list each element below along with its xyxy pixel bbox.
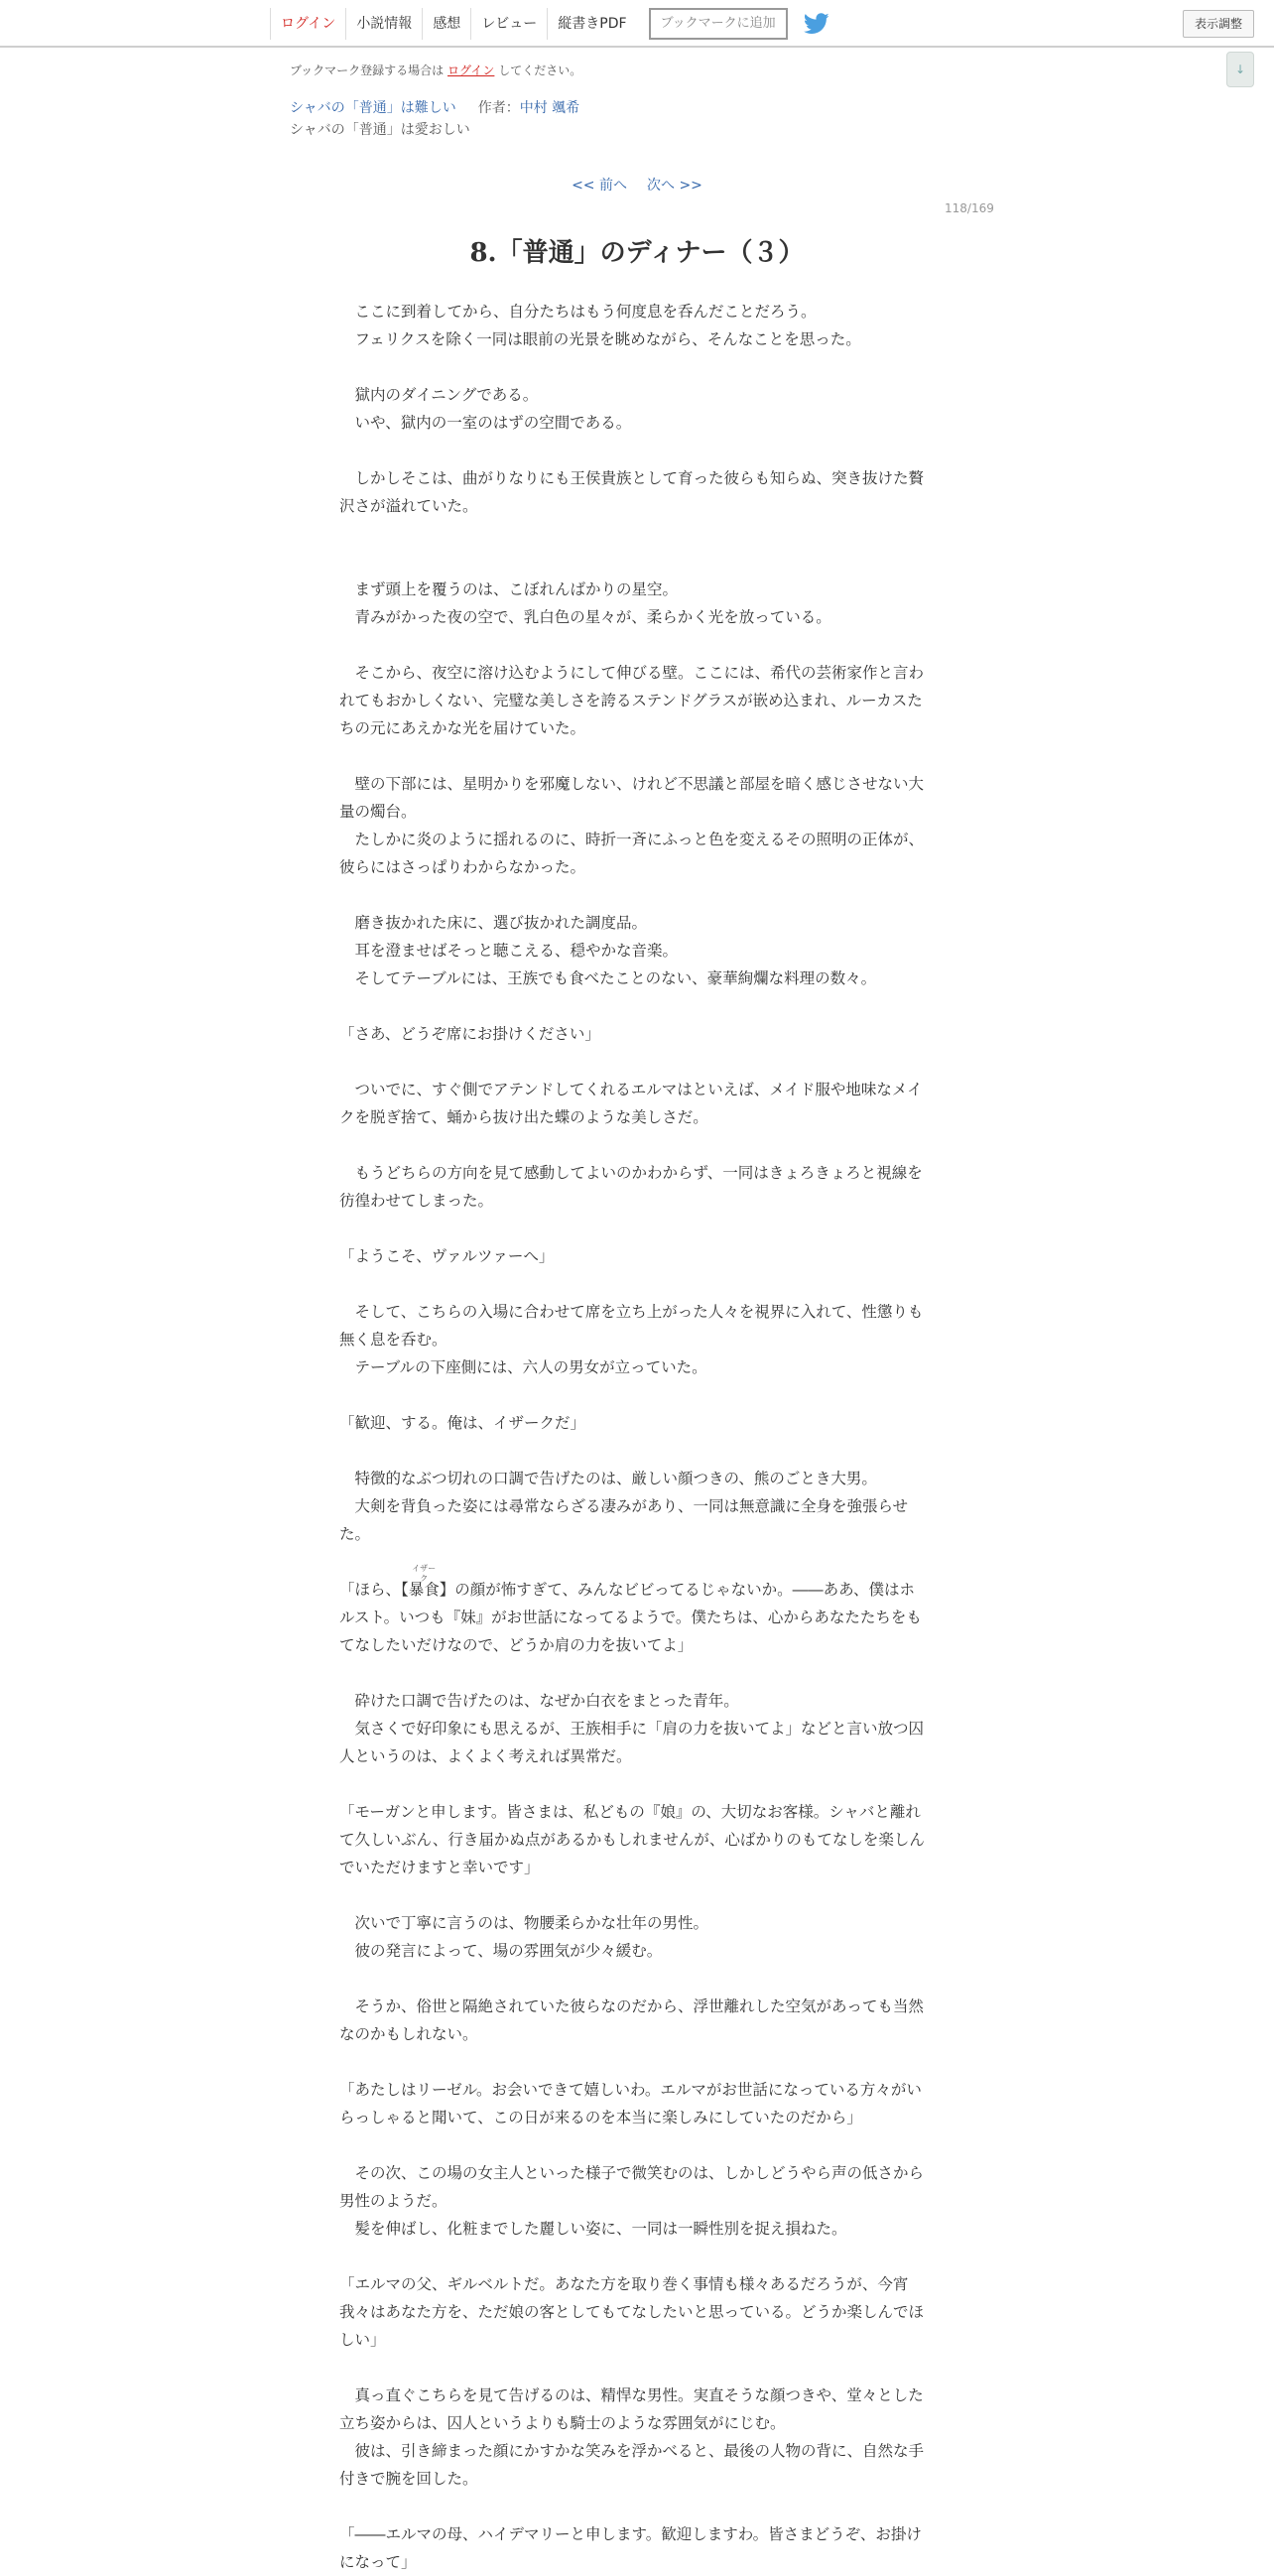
body-line: [339, 1270, 929, 1298]
body-line: [339, 2131, 929, 2159]
body-line: [339, 353, 929, 381]
body-line: 「さあ、どうぞ席にお掛けください」: [339, 1025, 600, 1043]
body-line: 次いで丁寧に言うのは、物腰柔らかな壮年の男性。: [339, 1914, 709, 1932]
body-line: [339, 631, 929, 659]
body-line: [339, 1215, 929, 1242]
body-line: そしてテーブルには、王族でも食べたことのない、豪華絢爛な料理の数々。: [339, 969, 877, 987]
body-line: [339, 1437, 929, 1465]
novel-info-link[interactable]: 小説情報: [345, 8, 422, 40]
body-line: [339, 548, 929, 576]
body-line: [339, 2048, 929, 2076]
author-label: 作者：: [477, 100, 520, 116]
body-line: 彼の発言によって、場の雰囲気が少々緩む。: [339, 1942, 663, 1960]
body-line: [339, 437, 929, 464]
impressions-link[interactable]: 感想: [422, 8, 470, 40]
body-line: 大剣を背負った姿には尋常ならざる凄みがあり、一同は無意識に全身を強張らせた。: [339, 1497, 909, 1543]
pager: [0, 175, 1274, 194]
body-line: たしかに炎のように揺れるのに、時折一斉にふっと色を変えるその照明の正体が、彼らにはさっぱりわからなかった。: [339, 831, 925, 876]
novel-title-link[interactable]: シャバの「普通」は難しい: [290, 100, 456, 116]
body-line: そうか、俗世と隔絶されていた彼らなのだから、浮世離れした空気があっても当然なのかもしれない。: [339, 1997, 924, 2043]
body-line: もうどちらの方向を見て感動してよいのかわからず、一同はきょろきょろと視線を彷徨わせてしまった。: [339, 1164, 923, 1210]
body-line: 獄内のダイニングである。: [339, 386, 539, 404]
bookmark-login-note: [290, 62, 581, 78]
novel-subtitle: シャバの「普通」は愛おしい: [290, 122, 470, 138]
bookmark-note-after: してください。: [498, 64, 582, 77]
body-line: 砕けた口調で告げたのは、なぜか白衣をまとった青年。: [339, 1692, 739, 1710]
review-link[interactable]: レビュー: [470, 8, 547, 40]
novel-body: [339, 298, 929, 2576]
body-line: [339, 520, 929, 548]
body-line: 青みがかった夜の空で、乳白色の星々が、柔らかく光を放っている。: [339, 608, 831, 626]
body-line: [339, 2493, 929, 2520]
body-line: 磨き抜かれた床に、選び抜かれた調度品。: [339, 914, 648, 932]
body-line: 真っ直ぐこちらを見て告げるのは、精悍な男性。実直そうな顔つきや、堂々とした立ち姿からは、囚人というよりも騎士のような雰囲気がにじむ。: [339, 2386, 924, 2432]
episode-counter: 118/169: [945, 201, 994, 215]
body-line: [339, 1131, 929, 1159]
vertical-pdf-link[interactable]: 縦書きPDF: [547, 8, 636, 40]
novel-header: [290, 97, 579, 117]
body-line: いや、獄内の一室のはずの空間である。: [339, 414, 632, 432]
body-line: ついでに、すぐ側でアテンドしてくれるエルマはといえば、メイド服や地味なメイクを脱ぎ捨て、蛹から抜け出た蝶のような美しさだ。: [339, 1081, 923, 1126]
body-line: しかしそこは、曲がりなりにも王侯貴族として育った彼らも知らぬ、突き抜けた贅沢さが溢れていた。: [339, 469, 925, 515]
author-link[interactable]: 中村 颯希: [519, 100, 580, 116]
body-line: 壁の下部には、星明かりを邪魔しない、けれど不思議と部屋を暗く感じさせない大量の燭台。: [339, 775, 925, 821]
ruby-reading: イザーク: [412, 1564, 437, 1583]
chapter-title: 8.「普通」のディナー（３）: [469, 238, 805, 268]
body-line: 「――エルマの母、ハイデマリーと申します。歓迎しますわ。皆さまどうぞ、お掛けになって」: [339, 2525, 922, 2571]
prev-page-link[interactable]: << 前へ: [572, 178, 627, 193]
body-line: その次、この場の女主人といった様子で微笑むのは、しかしどうやら声の低さから男性のようだ。: [339, 2164, 925, 2210]
body-line: 「モーガンと申します。皆さまは、私どもの『娘』の、大切なお客様。シャバと離れて久しいぶん、行き届かぬ点があるかもしれませんが、心ばかりのもてなしを楽しんでいただけますと幸いです」: [339, 1803, 925, 1876]
body-line: フェリクスを除く一同は眼前の光景を眺めながら、そんなことを思った。: [339, 330, 861, 348]
body-text-segment: 】の顔が怖すぎて、みんなビビってるじゃないか。――ああ、僕はホルスト。いつも『妹』がお世話になってるようで。僕たちは、心からあなたたちをもてなしたいだけなので、どうか肩の力を抜いてよ」: [339, 1581, 922, 1654]
ruby-annotated-word: [408, 1564, 440, 1604]
bookmark-note-before: ブックマーク登録する場合は: [290, 64, 445, 77]
body-line: [339, 2354, 929, 2382]
ruby-base: 暴食: [408, 1581, 440, 1599]
body-line: 彼は、引き締まった顔にかすかな笑みを浮かべると、最後の人物の背に、自然な手付きで腕を回した。: [339, 2442, 925, 2488]
body-line: 耳を澄ませばそっと聴こえる、穏やかな音楽。: [339, 942, 679, 960]
body-line: 気さくで好印象にも思えるが、王族相手に「肩の力を抜いてよ」などと言い放つ囚人というのは、よくよく考えれば異常だ。: [339, 1720, 925, 1765]
body-line: 「あたしはリーゼル。お会いできて嬉しいわ。エルマがお世話になっている方々がいらっしゃると聞いて、この日が来るのを本当に楽しみにしていたのだから」: [339, 2081, 922, 2126]
body-line: テーブルの下座側には、六人の男女が立っていた。: [339, 1358, 707, 1376]
body-line: そして、こちらの入場に合わせて席を立ち上がった人々を視界に入れて、性懲りも無く息を呑む。: [339, 1303, 924, 1349]
body-line: 髪を伸ばし、化粧までした麗しい姿に、一同は一瞬性別を捉え損ねた。: [339, 2220, 847, 2238]
body-line: [339, 1381, 929, 1409]
body-line: [339, 1659, 929, 1687]
scroll-down-tab[interactable]: ↓: [1226, 52, 1254, 87]
body-line: [339, 1048, 929, 1076]
body-line: [339, 881, 929, 909]
body-line: まず頭上を覆うのは、こぼれんばかりの星空。: [339, 580, 679, 598]
add-bookmark-button[interactable]: ブックマークに追加: [649, 8, 788, 40]
login-link[interactable]: ログイン: [270, 8, 345, 40]
body-line: [339, 992, 929, 1020]
body-line: 「歓迎、する。俺は、イザークだ」: [339, 1414, 586, 1432]
next-page-link[interactable]: 次へ >>: [647, 178, 702, 193]
main-nav: [270, 8, 829, 40]
body-line: [339, 1564, 929, 1659]
body-line: そこから、夜空に溶け込むようにして伸びる壁。ここには、希代の芸術家作と言われてもおかしくない、完璧な美しさを誇るステンドグラスが嵌め込まれ、ルーカスたちの元にあえかな光を届けていた。: [339, 664, 925, 737]
body-line: ここに到着してから、自分たちはもう何度息を呑んだことだろう。: [339, 303, 817, 321]
body-line: 「エルマの父、ギルベルトだ。あなた方を取り巻く事情も様々あるだろうが、今宵我々はあなた方を、ただ娘の客としてもてなしたいと思っている。どうか楽しんでほしい」: [339, 2275, 925, 2349]
body-line: [339, 1770, 929, 1798]
bookmark-note-login-link[interactable]: ログイン: [447, 64, 495, 77]
body-text-segment: 「ほら、【: [339, 1581, 409, 1599]
body-line: [339, 1881, 929, 1909]
body-line: [339, 742, 929, 770]
body-line: 特徴的なぶつ切れの口調で告げたのは、厳しい顔つきの、熊のごとき大男。: [339, 1470, 877, 1487]
twitter-icon[interactable]: [804, 13, 829, 35]
body-line: [339, 2243, 929, 2270]
body-line: [339, 1965, 929, 1993]
body-line: 「ようこそ、ヴァルツァーへ」: [339, 1247, 555, 1265]
top-nav-bar: [0, 0, 1274, 48]
display-settings-button[interactable]: 表示調整: [1183, 10, 1254, 38]
